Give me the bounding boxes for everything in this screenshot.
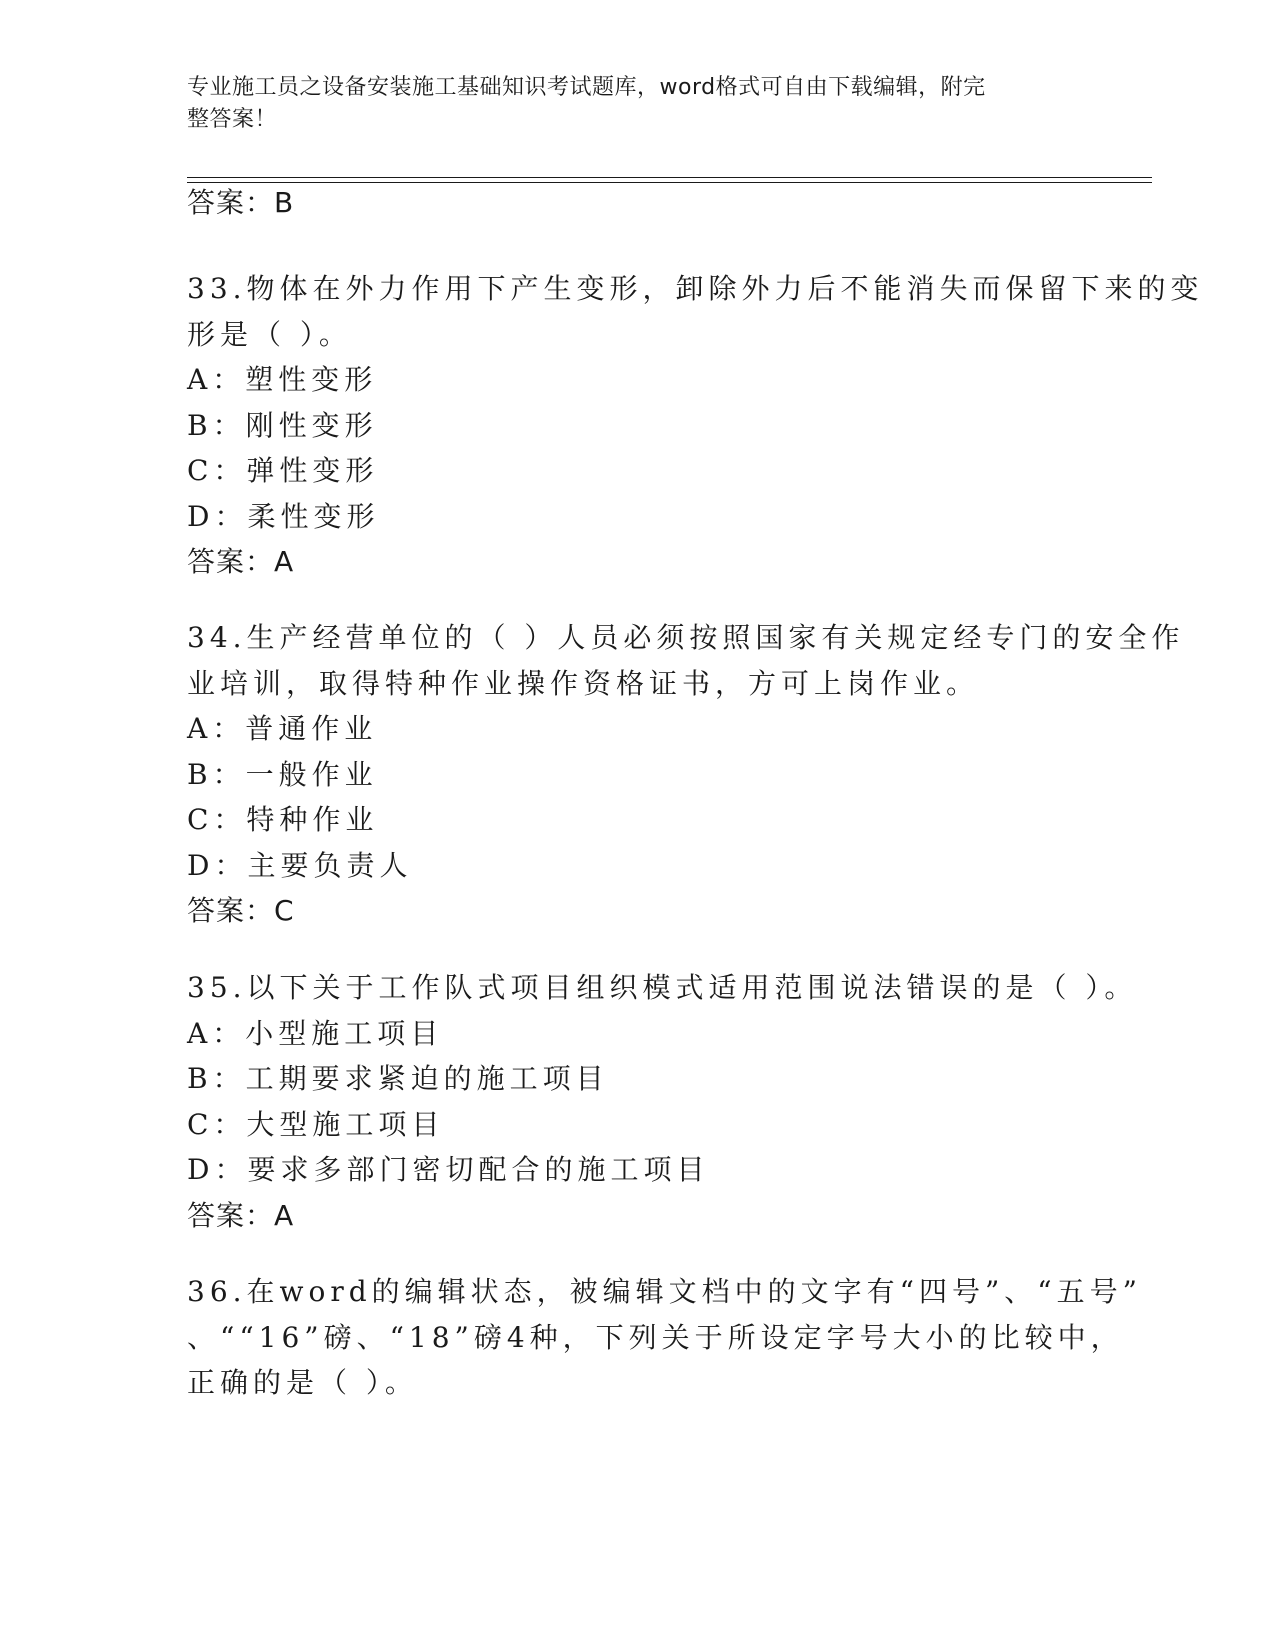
option-34-a: A：普通作业 — [187, 712, 378, 745]
question-36-line-3: 正确的是（ ）。 — [187, 1366, 418, 1399]
header-title-line-2: 整答案！ — [187, 107, 278, 132]
document-header — [187, 72, 1067, 136]
question-33-line-1: 33.物体在外力作用下产生变形，卸除外力后不能消失而保留下来的变 — [187, 272, 1204, 305]
question-33-line-2: 形是（ ）。 — [187, 317, 352, 351]
header-title-line-1: 专业施工员之设备安装施工基础知识考试题库，word格式可自由下载编辑，附完 — [187, 75, 986, 100]
option-35-a: A：小型施工项目 — [187, 1016, 444, 1050]
answer-32: 答案：B — [187, 186, 295, 219]
answer-34: 答案：C — [187, 894, 295, 927]
question-35-line-1: 35.以下关于工作队式项目组织模式适用范围说法错误的是（ ）。 — [187, 971, 1138, 1004]
option-33-a: A：塑性变形 — [187, 363, 378, 396]
option-34-d: D：主要负责人 — [187, 848, 413, 882]
answer-block-32 — [187, 180, 1087, 226]
question-36-line-1: 36.在word的编辑状态，被编辑文档中的文字有“四号”、“五号” — [187, 1275, 1142, 1308]
question-36-line-2: 、““16”磅、“18”磅4种，下列关于所设定字号大小的比较中， — [187, 1320, 1124, 1354]
option-35-c: C：大型施工项目 — [187, 1107, 445, 1141]
option-34-b: B：一般作业 — [187, 757, 378, 791]
question-block-33 — [187, 266, 1204, 585]
option-33-b: B：刚性变形 — [187, 408, 378, 442]
option-35-d: D：要求多部门密切配合的施工项目 — [187, 1153, 710, 1186]
option-35-b: B：工期要求紧迫的施工项目 — [187, 1062, 609, 1095]
header-divider-top — [187, 177, 1152, 178]
question-34-line-1: 34.生产经营单位的（ ）人员必须按照国家有关规定经专门的安全作 — [187, 621, 1185, 654]
question-34-line-2: 业培训，取得特种作业操作资格证书，方可上岗作业。 — [187, 666, 980, 700]
option-33-c: C：弹性变形 — [187, 454, 379, 487]
option-33-d: D：柔性变形 — [187, 499, 380, 533]
answer-33: 答案：A — [187, 545, 295, 578]
option-34-c: C：特种作业 — [187, 803, 379, 836]
question-block-34 — [187, 615, 1185, 934]
answer-35: 答案：A — [187, 1198, 295, 1232]
question-block-36 — [187, 1269, 1142, 1406]
question-block-35 — [187, 965, 1138, 1238]
